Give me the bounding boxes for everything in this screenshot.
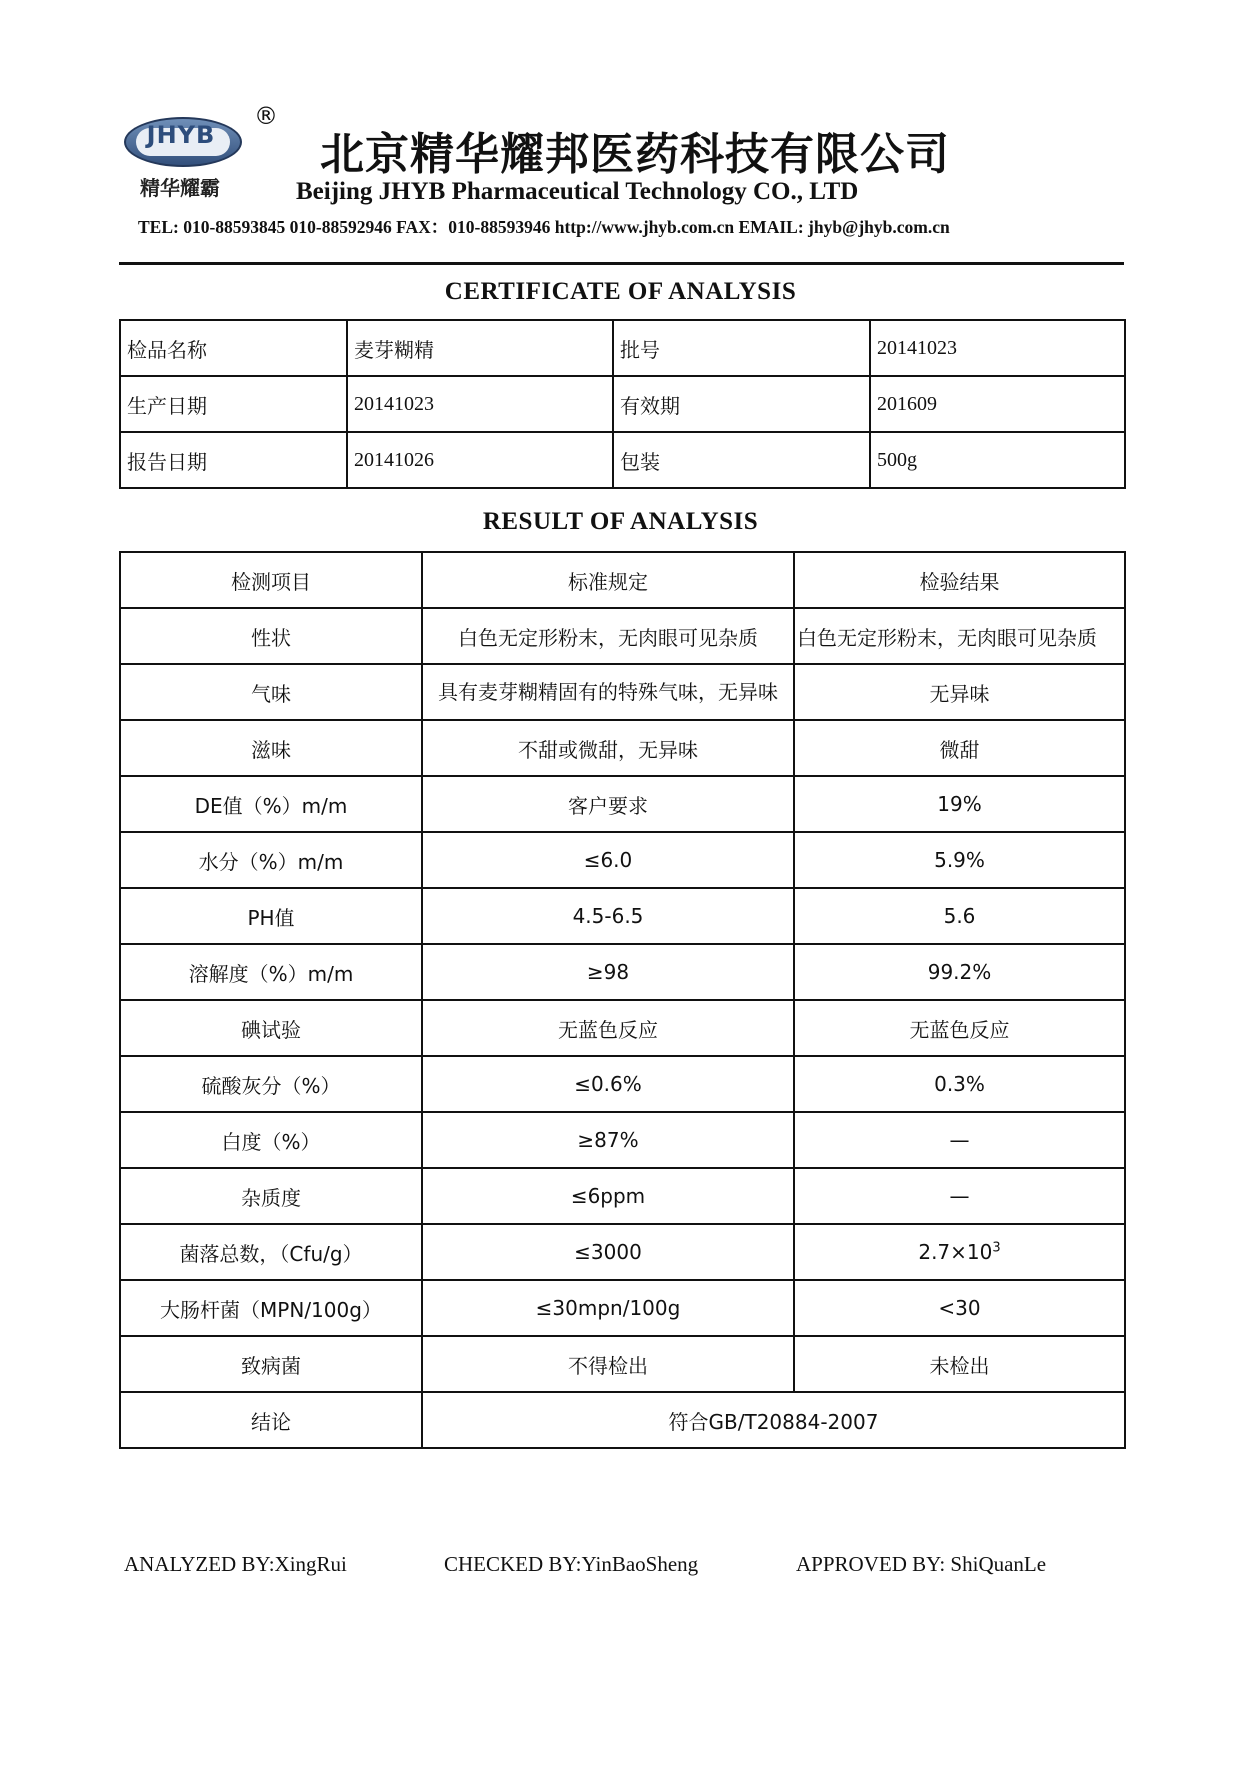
field-value: 20141026 <box>347 432 613 488</box>
test-result: 微甜 <box>794 720 1125 776</box>
standard-spec: ≤6ppm <box>422 1168 794 1224</box>
results-header-row <box>120 552 1125 608</box>
standard-spec: 不甜或微甜，无异味 <box>422 720 794 776</box>
certificate-row <box>120 432 1125 488</box>
conclusion-row <box>120 1392 1125 1448</box>
result-row <box>120 1056 1125 1112</box>
company-name-cn: 北京精华耀邦医药科技有限公司 <box>320 129 950 180</box>
result-row <box>120 1000 1125 1056</box>
result-row <box>120 720 1125 776</box>
company-name-en: Beijing JHYB Pharmaceutical Technology CO., LTD <box>296 178 859 205</box>
standard-spec: 无蓝色反应 <box>422 1000 794 1056</box>
result-row <box>120 776 1125 832</box>
test-result: 5.6 <box>794 888 1125 944</box>
company-logo <box>124 102 278 202</box>
header-item: 检测项目 <box>120 552 422 608</box>
result-row <box>120 888 1125 944</box>
conclusion-value: 符合GB/T20884-2007 <box>422 1392 1125 1448</box>
test-result: 无蓝色反应 <box>794 1000 1125 1056</box>
standard-spec: 不得检出 <box>422 1336 794 1392</box>
test-result <box>794 1224 1125 1280</box>
test-result: 5.9% <box>794 832 1125 888</box>
result-base: 2.7×10 <box>918 1240 993 1264</box>
test-item: 溶解度（%）m/m <box>120 944 422 1000</box>
logo-letters: JHYB <box>146 121 216 149</box>
result-row <box>120 608 1125 664</box>
test-item: DE值（%）m/m <box>120 776 422 832</box>
test-result: 未检出 <box>794 1336 1125 1392</box>
certificate-row <box>120 320 1125 376</box>
test-item: PH值 <box>120 888 422 944</box>
header-result: 检验结果 <box>794 552 1125 608</box>
approved-by: APPROVED BY: ShiQuanLe <box>796 1552 1047 1576</box>
test-result: <30 <box>794 1280 1125 1336</box>
test-item: 杂质度 <box>120 1168 422 1224</box>
test-result: 19% <box>794 776 1125 832</box>
test-item: 滋味 <box>120 720 422 776</box>
logo-chinese-name: 精华耀霸 <box>140 176 220 200</box>
standard-spec: 具有麦芽糊精固有的特殊气味，无异味 <box>422 664 794 720</box>
test-result: 99.2% <box>794 944 1125 1000</box>
test-item: 性状 <box>120 608 422 664</box>
standard-spec: ≤30mpn/100g <box>422 1280 794 1336</box>
result-row <box>120 1336 1125 1392</box>
results-table <box>119 551 1126 1449</box>
result-row <box>120 944 1125 1000</box>
certificate-title: CERTIFICATE OF ANALYSIS <box>444 278 797 305</box>
field-value: 201609 <box>870 376 1125 432</box>
standard-spec: ≤3000 <box>422 1224 794 1280</box>
registered-mark-icon: ® <box>254 102 278 130</box>
contact-line: TEL: 010-88593845 010-88592946 FAX：010-88593946 http://www.jhyb.com.cn EMAIL: jhyb@jhyb.com.cn <box>138 217 950 237</box>
field-value: 20141023 <box>347 376 613 432</box>
analyzed-by: ANALYZED BY:XingRui <box>124 1552 347 1576</box>
result-row <box>120 832 1125 888</box>
standard-spec: ≤6.0 <box>422 832 794 888</box>
test-item: 硫酸灰分（%） <box>120 1056 422 1112</box>
test-item: 水分（%）m/m <box>120 832 422 888</box>
test-item: 菌落总数，（Cfu/g） <box>120 1224 422 1280</box>
test-result: 白色无定形粉末，无肉眼可见杂质 <box>794 608 1125 664</box>
certificate-row <box>120 376 1125 432</box>
conclusion-label: 结论 <box>120 1392 422 1448</box>
results-title: RESULT OF ANALYSIS <box>482 508 759 535</box>
test-item: 气味 <box>120 664 422 720</box>
standard-spec: 客户要求 <box>422 776 794 832</box>
test-result: 0.3% <box>794 1056 1125 1112</box>
header-divider <box>119 262 1124 265</box>
test-result: — <box>794 1168 1125 1224</box>
result-row <box>120 664 1125 720</box>
test-result: — <box>794 1112 1125 1168</box>
field-value: 500g <box>870 432 1125 488</box>
field-label: 批号 <box>613 320 870 376</box>
field-label: 生产日期 <box>120 376 347 432</box>
test-item: 致病菌 <box>120 1336 422 1392</box>
result-exponent: 3 <box>992 1240 1001 1256</box>
result-row <box>120 1112 1125 1168</box>
test-item: 大肠杆菌（MPN/100g） <box>120 1280 422 1336</box>
standard-spec: 4.5-6.5 <box>422 888 794 944</box>
field-label: 报告日期 <box>120 432 347 488</box>
test-item: 碘试验 <box>120 1000 422 1056</box>
test-item: 白度（%） <box>120 1112 422 1168</box>
standard-spec: ≥98 <box>422 944 794 1000</box>
standard-spec: 白色无定形粉末，无肉眼可见杂质 <box>422 608 794 664</box>
checked-by: CHECKED BY:YinBaoSheng <box>444 1552 699 1576</box>
field-label: 有效期 <box>613 376 870 432</box>
result-row <box>120 1280 1125 1336</box>
standard-spec: ≤0.6% <box>422 1056 794 1112</box>
field-value: 20141023 <box>870 320 1125 376</box>
standard-spec: ≥87% <box>422 1112 794 1168</box>
header-standard: 标准规定 <box>422 552 794 608</box>
field-label: 包装 <box>613 432 870 488</box>
result-row <box>120 1168 1125 1224</box>
test-result: 无异味 <box>794 664 1125 720</box>
certificate-table <box>119 319 1126 489</box>
field-value: 麦芽糊精 <box>347 320 613 376</box>
field-label: 检品名称 <box>120 320 347 376</box>
result-row <box>120 1224 1125 1280</box>
